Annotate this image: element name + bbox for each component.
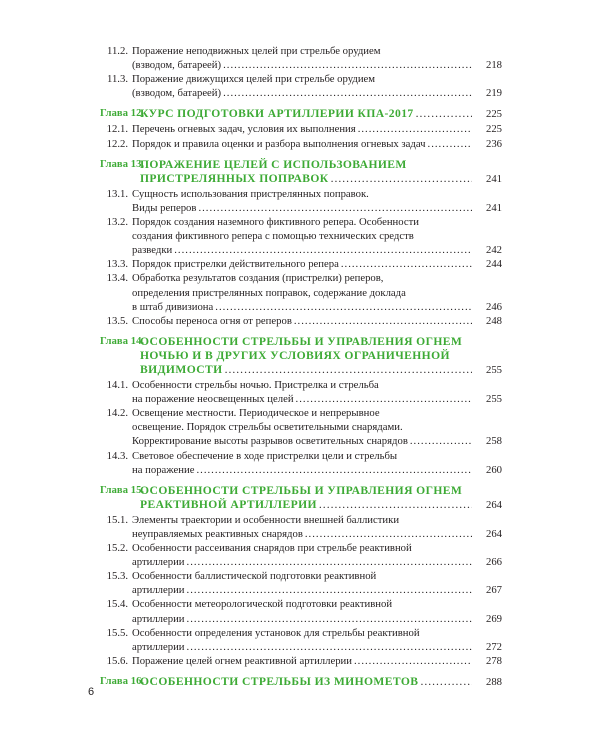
chapter-title-line: ОСОБЕННОСТИ СТРЕЛЬБЫ ИЗ МИНОМЕТОВ (140, 674, 419, 688)
section-entry (100, 406, 502, 448)
page-reference: 260 (485, 463, 502, 476)
section-title-line: (взводом, батареей) (132, 59, 222, 72)
chapter-title-line: ПРИСТРЕЛЯННЫХ ПОПРАВОК (140, 171, 329, 185)
section-number: 15.5. (106, 626, 128, 639)
page-reference: 264 (485, 528, 502, 540)
section-title-line: разведки (132, 244, 173, 257)
chapter-title-line: ОСОБЕННОСТИ СТРЕЛЬБЫ И УПРАВЛЕНИЯ ОГНЕМ (140, 334, 463, 348)
page-reference: 269 (485, 612, 502, 625)
section-title-line: артиллерии (132, 640, 185, 653)
chapter-entry (100, 158, 502, 186)
section-title-line: определения пристрелянных поправок, содержание доклада (132, 286, 406, 299)
dot-leader (174, 243, 472, 257)
dot-leader (358, 122, 472, 136)
dot-leader (319, 498, 472, 512)
section-title-line: Элементы траектории и особенности внешней баллистики (132, 513, 400, 526)
section-number: 15.4. (106, 598, 128, 611)
page-reference: 225 (485, 108, 502, 121)
section-title-line: Особенности баллистической подготовки реактивной (132, 570, 377, 583)
chapter-title-line: КУРС ПОДГОТОВКИ АРТИЛЛЕРИИ КПА-2017 (140, 107, 414, 121)
section-number: 15.3. (106, 570, 128, 583)
section-title-line: Способы переноса огня от реперов (132, 314, 292, 327)
section-title-line: Виды реперов (132, 201, 197, 214)
page-reference: 264 (485, 498, 502, 511)
page-reference: 258 (485, 435, 502, 448)
section-number: 13.5. (106, 314, 128, 327)
section-number: 14.3. (106, 449, 128, 462)
page-reference: 246 (485, 300, 502, 313)
table-of-contents (100, 44, 502, 689)
chapter-label: Глава 13. (100, 158, 145, 170)
section-entry (100, 597, 502, 625)
page-reference: 248 (485, 314, 502, 327)
dot-leader (215, 300, 472, 314)
section-number: 11.3. (107, 73, 128, 86)
section-number: 15.2. (106, 542, 128, 555)
section-title-line: Порядок создания наземного фиктивного репера. Особенности (132, 216, 420, 229)
page-reference: 241 (485, 201, 502, 214)
page-reference: 236 (485, 137, 502, 150)
dot-leader (294, 314, 472, 328)
section-title-line: освещение. Порядок стрельбы осветительными снарядами. (132, 421, 403, 434)
section-title-line: в штаб дивизиона (132, 300, 214, 313)
dot-leader (187, 612, 472, 626)
section-title-line: Обработка результатов создания (пристрелки) реперов, (132, 272, 384, 285)
section-title-line: артиллерии (132, 584, 185, 597)
section-entry (100, 72, 502, 100)
section-entry (100, 187, 502, 215)
dot-leader (187, 583, 472, 597)
section-entry (100, 44, 502, 72)
section-title-line: Световое обеспечение в ходе пристрелки цели и стрельбы (132, 449, 398, 462)
page-number: 6 (88, 686, 95, 698)
section-title-line: Корректирование высоты разрывов осветительных снарядов (132, 435, 408, 448)
dot-leader (223, 86, 472, 100)
chapter-title-line: РЕАКТИВНОЙ АРТИЛЛЕРИИ (140, 497, 317, 511)
page-reference: 219 (485, 87, 502, 100)
section-number: 13.1. (106, 187, 128, 200)
section-entry (100, 449, 502, 477)
section-title-line: Перечень огневых задач, условия их выполнения (132, 123, 356, 136)
chapter-title-line: ПОРАЖЕНИЕ ЦЕЛЕЙ С ИСПОЛЬЗОВАНИЕМ (140, 157, 407, 171)
section-title-line: Особенности определения установок для стрельбы реактивной (132, 626, 420, 639)
section-number: 13.4. (106, 272, 128, 285)
page-reference: 242 (485, 244, 502, 257)
chapter-entry (100, 107, 502, 121)
dot-leader (331, 172, 472, 186)
page-reference: 244 (485, 258, 502, 271)
section-number: 13.2. (106, 216, 128, 229)
section-entry (100, 541, 502, 569)
chapter-label: Глава 12. (100, 108, 145, 120)
section-title-line: Особенности метеорологической подготовки реактивной (132, 598, 393, 611)
dot-leader (198, 201, 472, 215)
dot-leader (354, 654, 472, 668)
section-entry (100, 378, 502, 406)
chapter-title-line: ОСОБЕННОСТИ СТРЕЛЬБЫ И УПРАВЛЕНИЯ ОГНЕМ (140, 483, 463, 497)
page-reference: 218 (485, 59, 502, 72)
section-number: 13.3. (106, 258, 128, 271)
section-entry (100, 626, 502, 654)
dot-leader (428, 137, 472, 151)
section-number: 12.1. (106, 123, 128, 136)
section-title-line: на поражение (132, 463, 195, 476)
chapter-label: Глава 15. (100, 484, 145, 496)
section-title-line: Поражение целей огнем реактивной артиллерии (132, 654, 352, 667)
section-entry (100, 654, 502, 668)
section-entry (100, 257, 502, 271)
page-reference: 267 (485, 584, 502, 597)
page-reference: 225 (485, 123, 502, 136)
chapter-entry (100, 675, 502, 689)
section-number: 15.1. (106, 513, 128, 526)
dot-leader (187, 640, 472, 654)
section-entry (100, 215, 502, 257)
chapter-label: Глава 14. (100, 335, 145, 347)
section-title-line: артиллерии (132, 612, 185, 625)
page-reference: 266 (485, 556, 502, 569)
page-reference: 255 (485, 363, 502, 376)
dot-leader (187, 555, 472, 569)
section-title-line: Особенности стрельбы ночью. Пристрелка и стрельба (132, 379, 379, 392)
dot-leader (296, 392, 472, 406)
page-reference: 272 (485, 640, 502, 653)
section-title-line: Поражение неподвижных целей при стрельбе орудием (132, 45, 381, 57)
page-reference: 241 (485, 172, 502, 185)
section-title-line: Освещение местности. Периодическое и непрерывное (132, 407, 380, 420)
section-title-line: создания фиктивного репера с помощью технических средств (132, 230, 414, 243)
chapter-title-line: НОЧЬЮ И В ДРУГИХ УСЛОВИЯХ ОГРАНИЧЕННОЙ (140, 348, 450, 362)
chapter-entry (100, 484, 502, 512)
section-title-line: Особенности рассеивания снарядов при стрельбе реактивной (132, 542, 412, 555)
section-title-line: Сущность использования пристрелянных поправок. (132, 187, 369, 200)
chapter-label: Глава 16. (100, 675, 145, 687)
section-number: 14.1. (106, 379, 128, 392)
section-title-line: (взводом, батареей) (132, 87, 222, 100)
section-title-line: Порядок пристрелки действительного репера (132, 258, 339, 271)
section-number: 12.2. (106, 137, 128, 150)
page-reference: 278 (485, 654, 502, 667)
dot-leader (196, 463, 472, 477)
dot-leader (223, 58, 472, 72)
dot-leader (305, 527, 472, 541)
section-title-line: Порядок и правила оценки и разбора выполнения огневых задач (132, 137, 426, 150)
section-entry (100, 137, 502, 151)
section-entry (100, 314, 502, 328)
section-number: 15.6. (106, 654, 128, 667)
chapter-entry (100, 335, 502, 377)
page-reference: 255 (485, 393, 502, 406)
dot-leader (416, 107, 472, 121)
section-entry (100, 513, 502, 541)
chapter-title-line: ВИДИМОСТИ (140, 362, 223, 376)
dot-leader (420, 675, 472, 689)
dot-leader (341, 257, 472, 271)
section-entry (100, 122, 502, 136)
dot-leader (410, 434, 472, 448)
section-entry (100, 271, 502, 313)
section-number: 11.2. (107, 45, 128, 57)
page-reference: 288 (485, 675, 502, 688)
section-title-line: на поражение неосвещенных целей (132, 393, 294, 406)
dot-leader (225, 363, 472, 377)
section-number: 14.2. (106, 407, 128, 420)
section-title-line: артиллерии (132, 556, 185, 569)
section-title-line: Поражение движущихся целей при стрельбе орудием (132, 73, 376, 86)
section-title-line: неуправляемых реактивных снарядов (132, 528, 303, 540)
section-entry (100, 569, 502, 597)
